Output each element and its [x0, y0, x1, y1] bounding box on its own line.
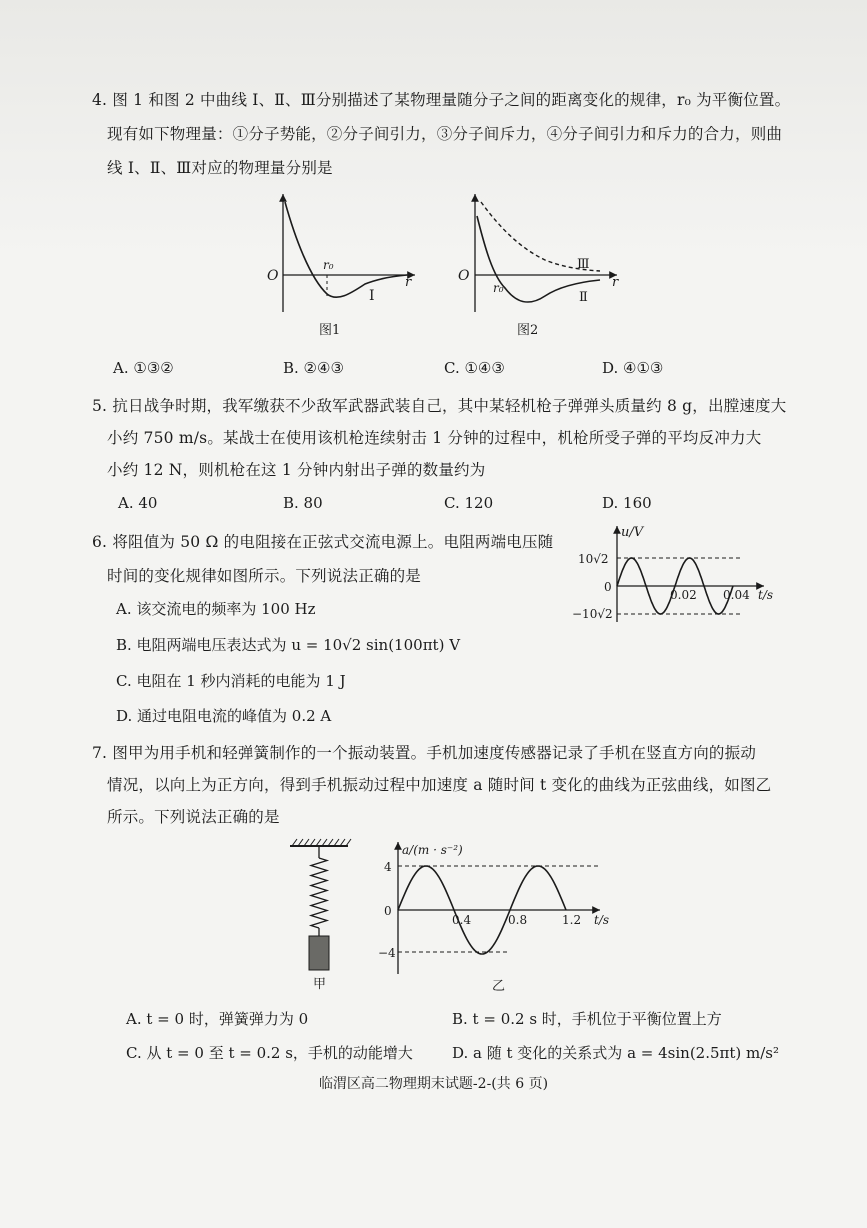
q5-option-b: B. 80	[283, 494, 323, 512]
q6-y-bottom-tick: −10√2	[572, 607, 613, 621]
q7-y-label: a/(m · s⁻²)	[402, 843, 463, 857]
spring-apparatus	[290, 839, 351, 992]
q6-y-top-tick: 10√2	[578, 552, 609, 566]
q6-option-d: D. 通过电阻电流的峰值为 0.2 A	[116, 707, 332, 725]
q5-stem-line3: 小约 12 N，则机枪在这 1 分钟内射出子弹的数量约为	[107, 461, 486, 479]
q4-option-a: A. ①③②	[113, 359, 174, 377]
q4-stem-line2: 现有如下物理量：①分子势能，②分子间引力，③分子间斥力，④分子间引力和斥力的合力，则曲	[107, 125, 783, 143]
q7-option-d: D. a 随 t 变化的关系式为 a = 4sin(2.5πt) m/s²	[452, 1044, 780, 1062]
q4-option-b: B. ②④③	[283, 359, 344, 377]
fig2-r-label: r	[612, 275, 619, 290]
q7-stem-line1: 7. 图甲为用手机和轻弹簧制作的一个振动装置。手机加速度传感器记录了手机在竖直方向的振动	[92, 744, 757, 762]
q7-stem-line2: 情况，以向上为正方向，得到手机振动过程中加速度 a 随时间 t 变化的曲线为正弦曲线，如图乙	[107, 776, 772, 794]
q6-option-c: C. 电阻在 1 秒内消耗的电能为 1 J	[116, 672, 346, 690]
fig2-caption: 图2	[517, 323, 539, 338]
fig1-r0: r₀	[323, 258, 334, 272]
figure-2	[458, 194, 619, 338]
phone-mass	[309, 936, 329, 970]
fig2-curve3-label: Ⅲ	[577, 257, 590, 272]
q6-y-label: u/V	[621, 525, 644, 540]
q7-x-tick-3: 1.2	[562, 913, 582, 927]
fig-jia-caption: 甲	[313, 977, 327, 992]
q4-stem-line1: 4. 图 1 和图 2 中曲线 Ⅰ、Ⅱ、Ⅲ分别描述了某物理量随分子之间的距离变化的规律，r₀ 为平衡位置。	[92, 91, 791, 109]
q6-stem-line2: 时间的变化规律如图所示。下列说法正确的是	[107, 567, 422, 585]
q4-stem-line3: 线 Ⅰ、Ⅱ、Ⅲ对应的物理量分别是	[107, 159, 333, 177]
fig1-curve-label: Ⅰ	[369, 288, 375, 304]
q7-option-b: B. t = 0.2 s 时，手机位于平衡位置上方	[452, 1010, 722, 1028]
q6-x-tick-1: 0.02	[670, 588, 697, 602]
curve-I	[285, 202, 407, 297]
q6-option-b: B. 电阻两端电压表达式为 u = 10√2 sin(100πt) V	[116, 636, 461, 654]
q6-zero-tick: 0	[604, 580, 612, 594]
q7-x-tick-2: 0.8	[508, 913, 528, 927]
q4-option-d: D. ④①③	[602, 359, 664, 377]
spring-coil	[311, 858, 327, 928]
q5-stem-line2: 小约 750 m/s。某战士在使用该机枪连续射击 1 分钟的过程中，机枪所受子弹的平均反冲力大	[107, 429, 762, 447]
q6-voltage-graph	[568, 522, 793, 630]
q4-figures	[255, 188, 625, 338]
q7-option-c: C. 从 t = 0 至 t = 0.2 s，手机的动能增大	[126, 1044, 413, 1062]
q4-option-c: C. ①④③	[444, 359, 505, 377]
q6-x-label: t/s	[758, 588, 774, 602]
q7-option-a: A. t = 0 时，弹簧弹力为 0	[126, 1010, 309, 1028]
q5-option-c: C. 120	[444, 494, 494, 512]
q6-option-a: A. 该交流电的频率为 100 Hz	[116, 600, 316, 618]
q6-stem-line1: 6. 将阻值为 50 Ω 的电阻接在正弦式交流电源上。电阻两端电压随	[92, 533, 554, 551]
fig2-r0: r₀	[493, 281, 504, 295]
figure-1	[267, 194, 415, 338]
q7-stem-line3: 所示。下列说法正确的是	[107, 808, 280, 826]
q7-y-top-tick: 4	[384, 860, 392, 874]
fig2-origin: O	[458, 268, 470, 284]
q7-y-bottom-tick: −4	[378, 946, 396, 960]
fig1-caption: 图1	[319, 323, 341, 338]
q5-option-a: A. 40	[118, 494, 158, 512]
fig1-r-label: r	[405, 275, 412, 290]
q5-option-d: D. 160	[602, 494, 652, 512]
q7-zero-tick: 0	[384, 904, 392, 918]
q7-figures	[280, 836, 620, 996]
fig1-origin: O	[267, 268, 279, 284]
acceleration-graph	[378, 842, 609, 994]
q7-x-label: t/s	[594, 913, 610, 927]
page-footer: 临渭区高二物理期末试题-2-(共 6 页)	[318, 1076, 549, 1092]
q5-stem-line1: 5. 抗日战争时期，我军缴获不少敌军武器武装自己，其中某轻机枪子弹弹头质量约 8 g，出膛速度大	[92, 397, 787, 415]
fig2-curve2-label: Ⅱ	[579, 290, 588, 305]
q7-x-tick-1: 0.4	[452, 913, 472, 927]
q6-x-tick-2: 0.04	[723, 588, 750, 602]
fig-yi-caption: 乙	[492, 979, 506, 994]
